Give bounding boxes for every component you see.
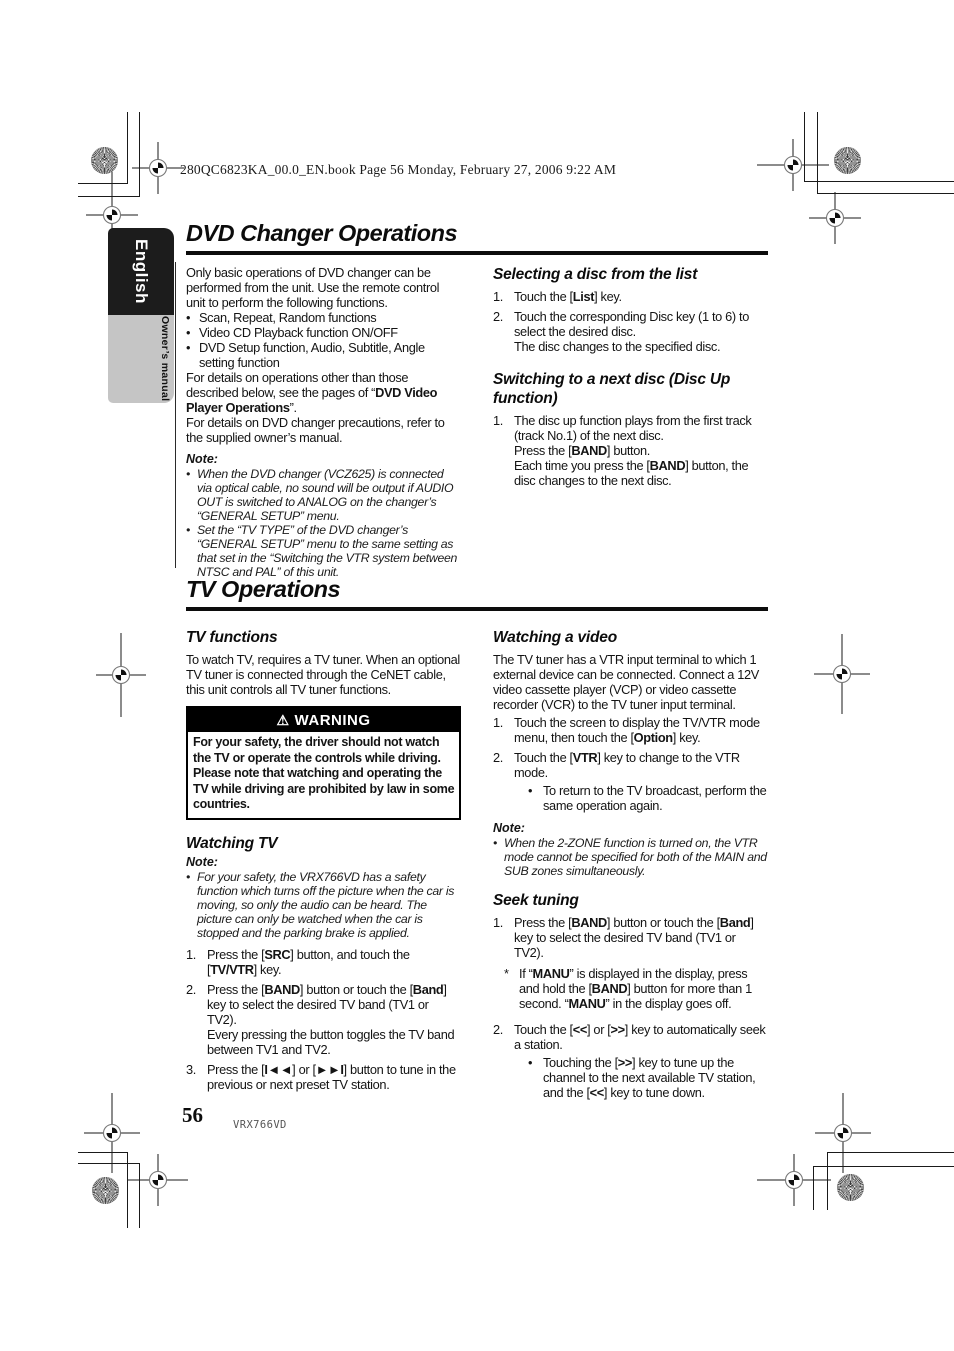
note-block bbox=[186, 452, 461, 579]
numbered-item bbox=[493, 915, 768, 1017]
note-label: Note: bbox=[186, 854, 218, 869]
sub-item bbox=[528, 783, 768, 813]
list-item bbox=[186, 325, 461, 340]
tv-functions-body: To watch TV, requires a TV tuner. When an optional TV tuner is connected through the CeNET cable, this unit controls all TV tuner functions. bbox=[186, 652, 460, 697]
dvd-bullet: Scan, Repeat, Random functions bbox=[199, 310, 377, 325]
crop-mark-line bbox=[817, 193, 954, 194]
owners-manual-label: Owner’s manual bbox=[159, 316, 171, 402]
warning-header bbox=[188, 708, 459, 732]
language-tab-label: English bbox=[132, 239, 151, 304]
bullet-icon: • bbox=[186, 310, 191, 325]
item-number: 1. bbox=[493, 289, 503, 304]
item-main-text: Touch the [<<] or [>>] key to automatically seek a station. bbox=[514, 1022, 766, 1052]
note-label: Note: bbox=[493, 821, 525, 835]
watching-video-heading: Watching a video bbox=[493, 629, 617, 646]
item-number: 1. bbox=[493, 413, 503, 428]
list-item bbox=[186, 310, 461, 325]
numbered-item bbox=[186, 1062, 461, 1092]
registration-mark-icon bbox=[809, 192, 861, 244]
numbered-item bbox=[493, 289, 768, 304]
crop-mark-line bbox=[127, 112, 128, 184]
registration-mark-icon bbox=[96, 633, 146, 717]
registration-mark-icon bbox=[757, 139, 829, 191]
item-number: 3. bbox=[186, 1061, 196, 1077]
warning-triangle-icon: ⚠ bbox=[276, 712, 290, 728]
document-header: 280QC6823KA_00.0_EN.book Page 56 Monday, February 27, 2006 9:22 AM bbox=[180, 162, 617, 177]
item-text: Press the [BAND] button or touch the [Band] key to select the desired TV band (TV1 or TV2). Every pressing the button toggles the TV band between TV1 and TV2. bbox=[207, 981, 455, 1057]
halftone-dot-icon bbox=[834, 147, 861, 174]
item-number: 2. bbox=[493, 1022, 503, 1037]
note-item bbox=[186, 523, 461, 579]
bullet-icon: • bbox=[186, 467, 191, 481]
tv-section-rule bbox=[186, 607, 768, 611]
numbered-item bbox=[493, 309, 768, 354]
dvd-paragraph: For details on operations other than those described below, see the pages of “DVD Video Player Operations”. bbox=[186, 370, 438, 415]
list-item bbox=[186, 340, 461, 370]
note-block bbox=[493, 821, 768, 878]
watching-video-body: The TV tuner has a VTR input terminal to which 1 external device can be connected. Connect a 12V video cassette player (VCP) or video cassette recorder (VCR) to the TV tuner input terminal. bbox=[493, 652, 759, 712]
item-text: Press the [SRC] button, and touch the [TV/VTR] key. bbox=[207, 946, 410, 977]
tab-edge-line bbox=[175, 262, 176, 568]
registration-mark-icon bbox=[814, 634, 870, 714]
sub-item-text: If “MANU” is displayed in the display, press and hold the [BAND] button for more than 1 second. “MANU” in the display goes off. bbox=[519, 966, 752, 1011]
side-tab bbox=[108, 228, 174, 403]
item-text: Touch the corresponding Disc key (1 to 6) to select the desired disc. The disc changes to the specified disc. bbox=[514, 309, 749, 354]
numbered-item bbox=[493, 750, 768, 814]
note-text: Set the “TV TYPE” of the DVD changer’s “GENERAL SETUP” menu to the same setting as that set in the “Switching the VTR system between NTSC and PAL” of this unit. bbox=[197, 523, 458, 579]
dvd-section bbox=[186, 220, 768, 579]
sub-item-text: Touching the [>>] key to tune up the channel to the next available TV station, and the [<<] key to tune down. bbox=[543, 1055, 756, 1100]
numbered-item bbox=[186, 982, 461, 1057]
item-text: Touch the screen to display the TV/VTR mode menu, then touch the [Option] key. bbox=[514, 715, 760, 745]
tv-section-title: TV Operations bbox=[186, 576, 341, 602]
numbered-item bbox=[186, 947, 461, 977]
warning-text: For your safety, the driver should not watch the TV or operate the controls while driving. Please note that watching and operating the TV while driving are prohibited by law in some countries. bbox=[193, 735, 455, 812]
halftone-dot-icon bbox=[92, 1177, 119, 1204]
tv-left-column bbox=[186, 628, 461, 1106]
dvd-section-rule bbox=[186, 251, 768, 255]
numbered-item bbox=[493, 1022, 768, 1101]
dvd-section-title: DVD Changer Operations bbox=[186, 220, 458, 246]
tv-functions-heading: TV functions bbox=[186, 629, 278, 646]
crop-mark-line bbox=[78, 1163, 139, 1164]
item-number: 1. bbox=[493, 715, 503, 730]
warning-title: WARNING bbox=[294, 711, 371, 729]
dvd-intro: Only basic operations of DVD changer can be performed from the unit. Use the remote control unit to perform the following functions. bbox=[186, 265, 440, 310]
item-text bbox=[514, 750, 768, 814]
item-text bbox=[504, 915, 768, 1017]
note-block bbox=[186, 855, 461, 940]
item-text: The disc up function plays from the first track (track No.1) of the next disc. Press the [BAND] button. Each time you press the [BAND] button, the disc changes to the next disc. bbox=[514, 413, 752, 488]
sub-item bbox=[504, 966, 768, 1011]
item-number: 1. bbox=[186, 946, 196, 962]
item-main-text: Touch the [VTR] key to change to the VTR mode. bbox=[514, 750, 740, 780]
note-item bbox=[186, 467, 461, 523]
bullet-icon: • bbox=[186, 325, 191, 340]
dvd-paragraph: For details on DVD changer precautions, refer to the supplied owner’s manual. bbox=[186, 415, 445, 445]
crop-mark-line bbox=[139, 112, 140, 197]
seek-tuning-heading: Seek tuning bbox=[493, 892, 579, 909]
model-number: VRX766VD bbox=[233, 1119, 287, 1131]
disc-up-heading: Switching to a next disc (Disc Up function) bbox=[493, 371, 731, 407]
warning-box bbox=[186, 706, 461, 820]
item-text: Press the [I◄◄] or [►►I] button to tune in the previous or next preset TV station. bbox=[207, 1061, 456, 1092]
registration-mark-icon bbox=[757, 1154, 831, 1206]
item-number: 2. bbox=[186, 981, 196, 997]
registration-mark-icon bbox=[128, 1154, 188, 1206]
crop-mark-line bbox=[139, 1163, 140, 1228]
bullet-icon: • bbox=[493, 836, 498, 850]
crop-mark-line bbox=[827, 1152, 954, 1153]
note-label: Note: bbox=[186, 452, 218, 466]
numbered-item bbox=[493, 413, 768, 488]
bullet-icon: • bbox=[186, 340, 191, 355]
item-number: 2. bbox=[493, 750, 503, 765]
crop-mark-line bbox=[827, 1152, 828, 1210]
crop-mark-line bbox=[804, 112, 805, 182]
note-item bbox=[493, 836, 768, 878]
item-text: Touch the [List] key. bbox=[514, 289, 622, 304]
item-text bbox=[514, 1022, 768, 1101]
crop-mark-line bbox=[127, 1152, 128, 1228]
halftone-dot-icon bbox=[837, 1174, 864, 1201]
crop-mark-line bbox=[813, 1166, 954, 1167]
bullet-icon: • bbox=[186, 523, 191, 537]
dvd-left-column bbox=[186, 265, 461, 579]
tv-section bbox=[186, 576, 768, 1106]
item-number: 2. bbox=[493, 309, 503, 324]
bullet-icon: • bbox=[528, 1055, 533, 1070]
watching-tv-heading: Watching TV bbox=[186, 834, 278, 852]
item-number: 1. bbox=[493, 915, 503, 930]
crop-mark-line bbox=[78, 1152, 127, 1153]
dvd-bullet: DVD Setup function, Audio, Subtitle, Angle setting function bbox=[199, 340, 425, 370]
tv-right-column bbox=[493, 628, 768, 1106]
crop-mark-line bbox=[78, 183, 127, 184]
language-tab bbox=[108, 228, 174, 315]
item-main-text: Press the [BAND] button or touch the [Band] key to select the desired TV band (TV1 or TV2). bbox=[514, 915, 754, 960]
bullet-icon: • bbox=[528, 783, 533, 798]
dvd-right-column bbox=[493, 265, 768, 579]
page-number: 56 bbox=[182, 1103, 203, 1127]
note-item bbox=[186, 870, 461, 940]
crop-mark-line bbox=[78, 196, 139, 197]
halftone-dot-icon bbox=[91, 147, 118, 174]
dvd-bullet: Video CD Playback function ON/OFF bbox=[199, 325, 398, 340]
crop-mark-line bbox=[813, 1166, 814, 1210]
sub-item-text: To return to the TV broadcast, perform the same operation again. bbox=[543, 783, 767, 813]
sub-item bbox=[528, 1055, 768, 1100]
crop-mark-line bbox=[804, 181, 954, 182]
bullet-icon: • bbox=[186, 869, 191, 884]
owners-manual-tab bbox=[108, 315, 174, 403]
asterisk-marker: * bbox=[504, 966, 509, 981]
select-disc-heading: Selecting a disc from the list bbox=[493, 266, 698, 283]
numbered-item bbox=[493, 715, 768, 745]
note-text: When the 2-ZONE function is turned on, the VTR mode cannot be specified for both of the MAIN and SUB zones simultaneously. bbox=[504, 836, 767, 878]
note-text: When the DVD changer (VCZ625) is connected via optical cable, no sound will be output if AUDIO OUT is switched to ANALOG on the changer’s “GENERAL SETUP” menu. bbox=[197, 467, 454, 523]
note-text: For your safety, the VRX766VD has a safety function which turns off the picture when the car is moving, so only the audio can be heard. The picture can only be watched when the car is stopped and the parking brake is applied. bbox=[197, 869, 455, 940]
